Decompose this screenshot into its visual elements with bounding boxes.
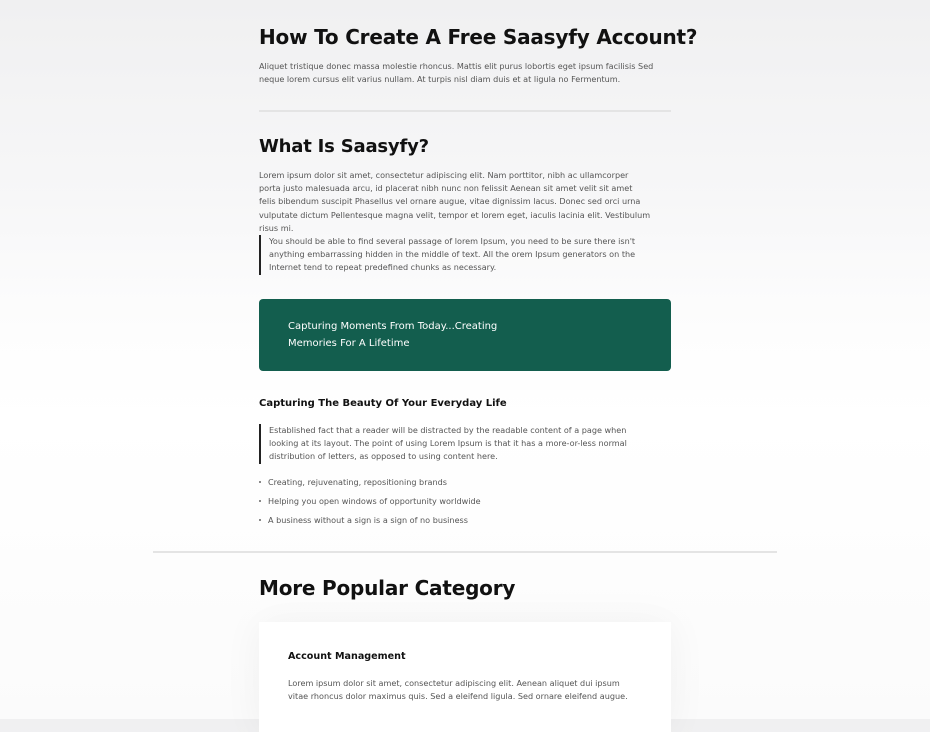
bullet-icon: [259, 500, 261, 502]
list-item: Creating, rejuvenating, repositioning brands: [259, 476, 481, 495]
section-paragraph: Lorem ipsum dolor sit amet, consectetur adipiscing elit. Nam porttitor, nibh ac ullamcorper porta justo malesuada arcu, id placerat nibh nunc non felissit Aenean sit amet velit sit amet felis bibendum suscipit Phasellus vel ornare augue, vitae dignissim lacus. Donec sed orci urna vulputate dictum Pellentesque magna velit, tempor et lorem eget, iaculis lacinia elit. Vestibulum risus mi.: [259, 170, 651, 233]
category-card-title[interactable]: Account Management: [288, 651, 406, 662]
category-card[interactable]: [259, 622, 671, 732]
article-intro: Aliquet tristique donec massa molestie rhoncus. Mattis elit purus lobortis eget ipsum facilisis Sed neque lorem cursus elit varius nullam. At turpis nisl diam duis et at ligula no Fermentum.: [259, 61, 654, 85]
category-card-text: Lorem ipsum dolor sit amet, consectetur adipiscing elit. Aenean aliquet dui ipsum vitae rhoncus dolor maximus quis. Sed a eleifend ligula. Sed ornare eleifend augue.: [288, 678, 628, 702]
blockquote-secondary-text: Established fact that a reader will be distracted by the readable content of a page when looking at its layout. The point of using Lorem Ipsum is that it has a more-or-less normal distribution of letters, as opposed to using content here.: [269, 425, 627, 462]
page-divider: [153, 551, 777, 553]
section-divider: [259, 110, 671, 112]
article-title: How To Create A Free Saasyfy Account?: [259, 25, 698, 49]
highlight-banner: [259, 299, 671, 371]
blockquote: [259, 235, 649, 275]
blockquote-text: You should be able to find several passage of lorem Ipsum, you need to be sure there isn't anything embarrassing hidden in the middle of text. All the orem Ipsum generators on the Internet tend to repeat predefined chunks as necessary.: [269, 236, 636, 273]
section-heading: What Is Saasyfy?: [259, 136, 429, 157]
list-item: Helping you open windows of opportunity worldwide: [259, 495, 481, 514]
blockquote-secondary: [259, 424, 631, 464]
list-item: A business without a sign is a sign of no business: [259, 514, 481, 533]
banner-text: Capturing Moments From Today...Creating Memories For A Lifetime: [288, 321, 498, 349]
popular-heading: More Popular Category: [259, 576, 516, 600]
bullet-icon: [259, 481, 261, 483]
bullet-icon: [259, 519, 261, 521]
bullet-list: [259, 476, 481, 533]
subheading: Capturing The Beauty Of Your Everyday Life: [259, 398, 507, 409]
